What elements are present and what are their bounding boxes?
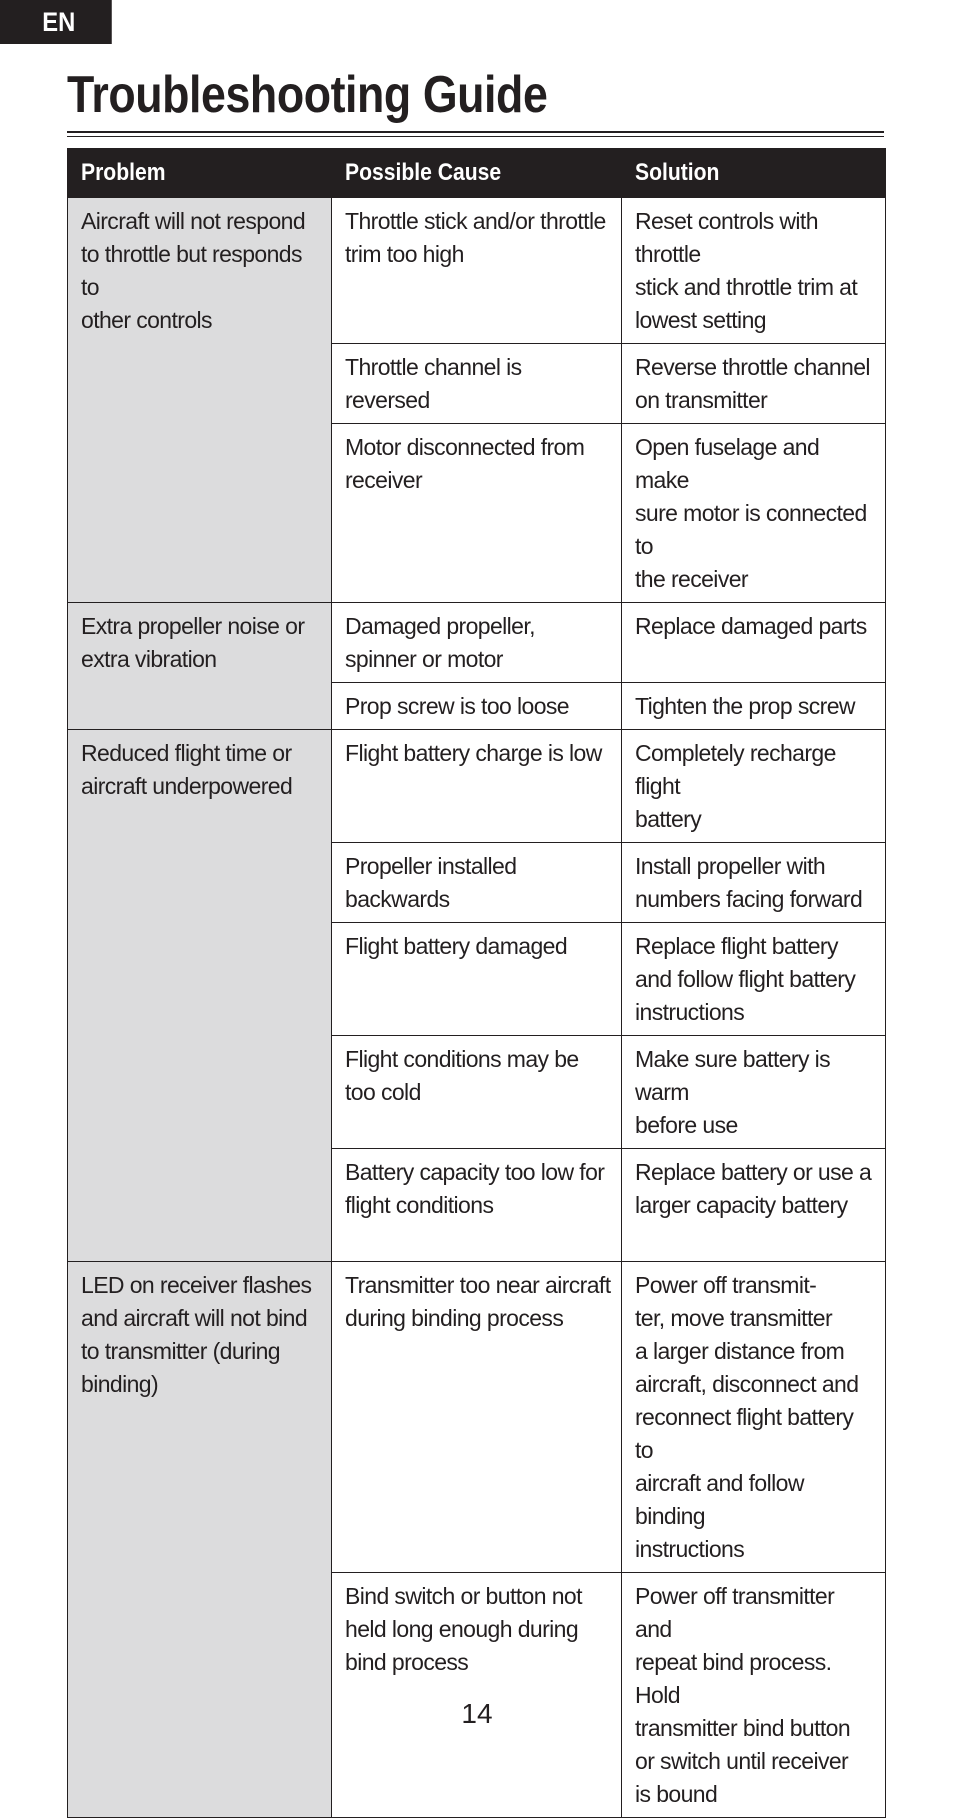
problem-cell: Aircraft will not respond to throttle but responds to other controls: [68, 198, 332, 603]
problem-cell: LED on receiver flashes and aircraft will not bind to transmitter (during binding): [68, 1262, 332, 1818]
page-number: 14: [461, 1698, 493, 1729]
cause-cell: Flight conditions may be too cold: [332, 1036, 622, 1149]
cause-cell: Flight battery charge is low: [332, 730, 622, 843]
troubleshooting-table: [67, 148, 886, 1818]
cause-cell: Propeller installed backwards: [332, 843, 622, 923]
table-row: [68, 1262, 886, 1573]
cause-cell: Battery capacity too low for flight conditions: [332, 1149, 622, 1262]
problem-cell: Extra propeller noise or extra vibration: [68, 603, 332, 730]
cause-cell: Prop screw is too loose: [332, 683, 622, 730]
table-header-row: [68, 149, 886, 198]
cause-cell: Throttle stick and/or throttle trim too high: [332, 198, 622, 344]
solution-cell: Open fuselage and make sure motor is connected to the receiver: [622, 424, 886, 603]
solution-cell: Install propeller with numbers facing forward: [622, 843, 886, 923]
header-problem: Problem: [68, 149, 332, 198]
solution-cell: Make sure battery is warm before use: [622, 1036, 886, 1149]
title-rule: [67, 131, 884, 133]
table-row: [68, 603, 886, 683]
solution-cell: Replace damaged parts: [622, 603, 886, 683]
solution-cell: Power off transmit- ter, move transmitter a larger distance from aircraft, disconnect and reconnect flight battery to aircraft and follow binding instructions: [622, 1262, 886, 1573]
cause-cell: Motor disconnected from receiver: [332, 424, 622, 603]
solution-cell: Tighten the prop screw: [622, 683, 886, 730]
problem-cell: Reduced flight time or aircraft underpowered: [68, 730, 332, 1262]
cause-cell: Bind switch or button not held long enough during bind process: [332, 1573, 622, 1818]
header-solution: Solution: [622, 149, 886, 198]
header-possible-cause: Possible Cause: [332, 149, 622, 198]
language-tab: EN: [0, 0, 112, 44]
cause-cell: Throttle channel is reversed: [332, 344, 622, 424]
solution-cell: Replace battery or use a larger capacity battery: [622, 1149, 886, 1262]
solution-cell: Reset controls with throttle stick and throttle trim at lowest setting: [622, 198, 886, 344]
table-row: [68, 730, 886, 843]
cause-cell: Flight battery damaged: [332, 923, 622, 1036]
cause-cell: Transmitter too near aircraft during binding process: [332, 1262, 622, 1573]
page-title: Troubleshooting Guide: [67, 66, 548, 124]
solution-cell: Completely recharge flight battery: [622, 730, 886, 843]
title-rule-thin: [67, 136, 884, 137]
table-row: [68, 198, 886, 344]
solution-cell: Reverse throttle channel on transmitter: [622, 344, 886, 424]
solution-cell: Power off transmitter and repeat bind process. Hold transmitter bind button or switch until receiver is bound: [622, 1573, 886, 1818]
solution-cell: Replace flight battery and follow flight battery instructions: [622, 923, 886, 1036]
cause-cell: Damaged propeller, spinner or motor: [332, 603, 622, 683]
